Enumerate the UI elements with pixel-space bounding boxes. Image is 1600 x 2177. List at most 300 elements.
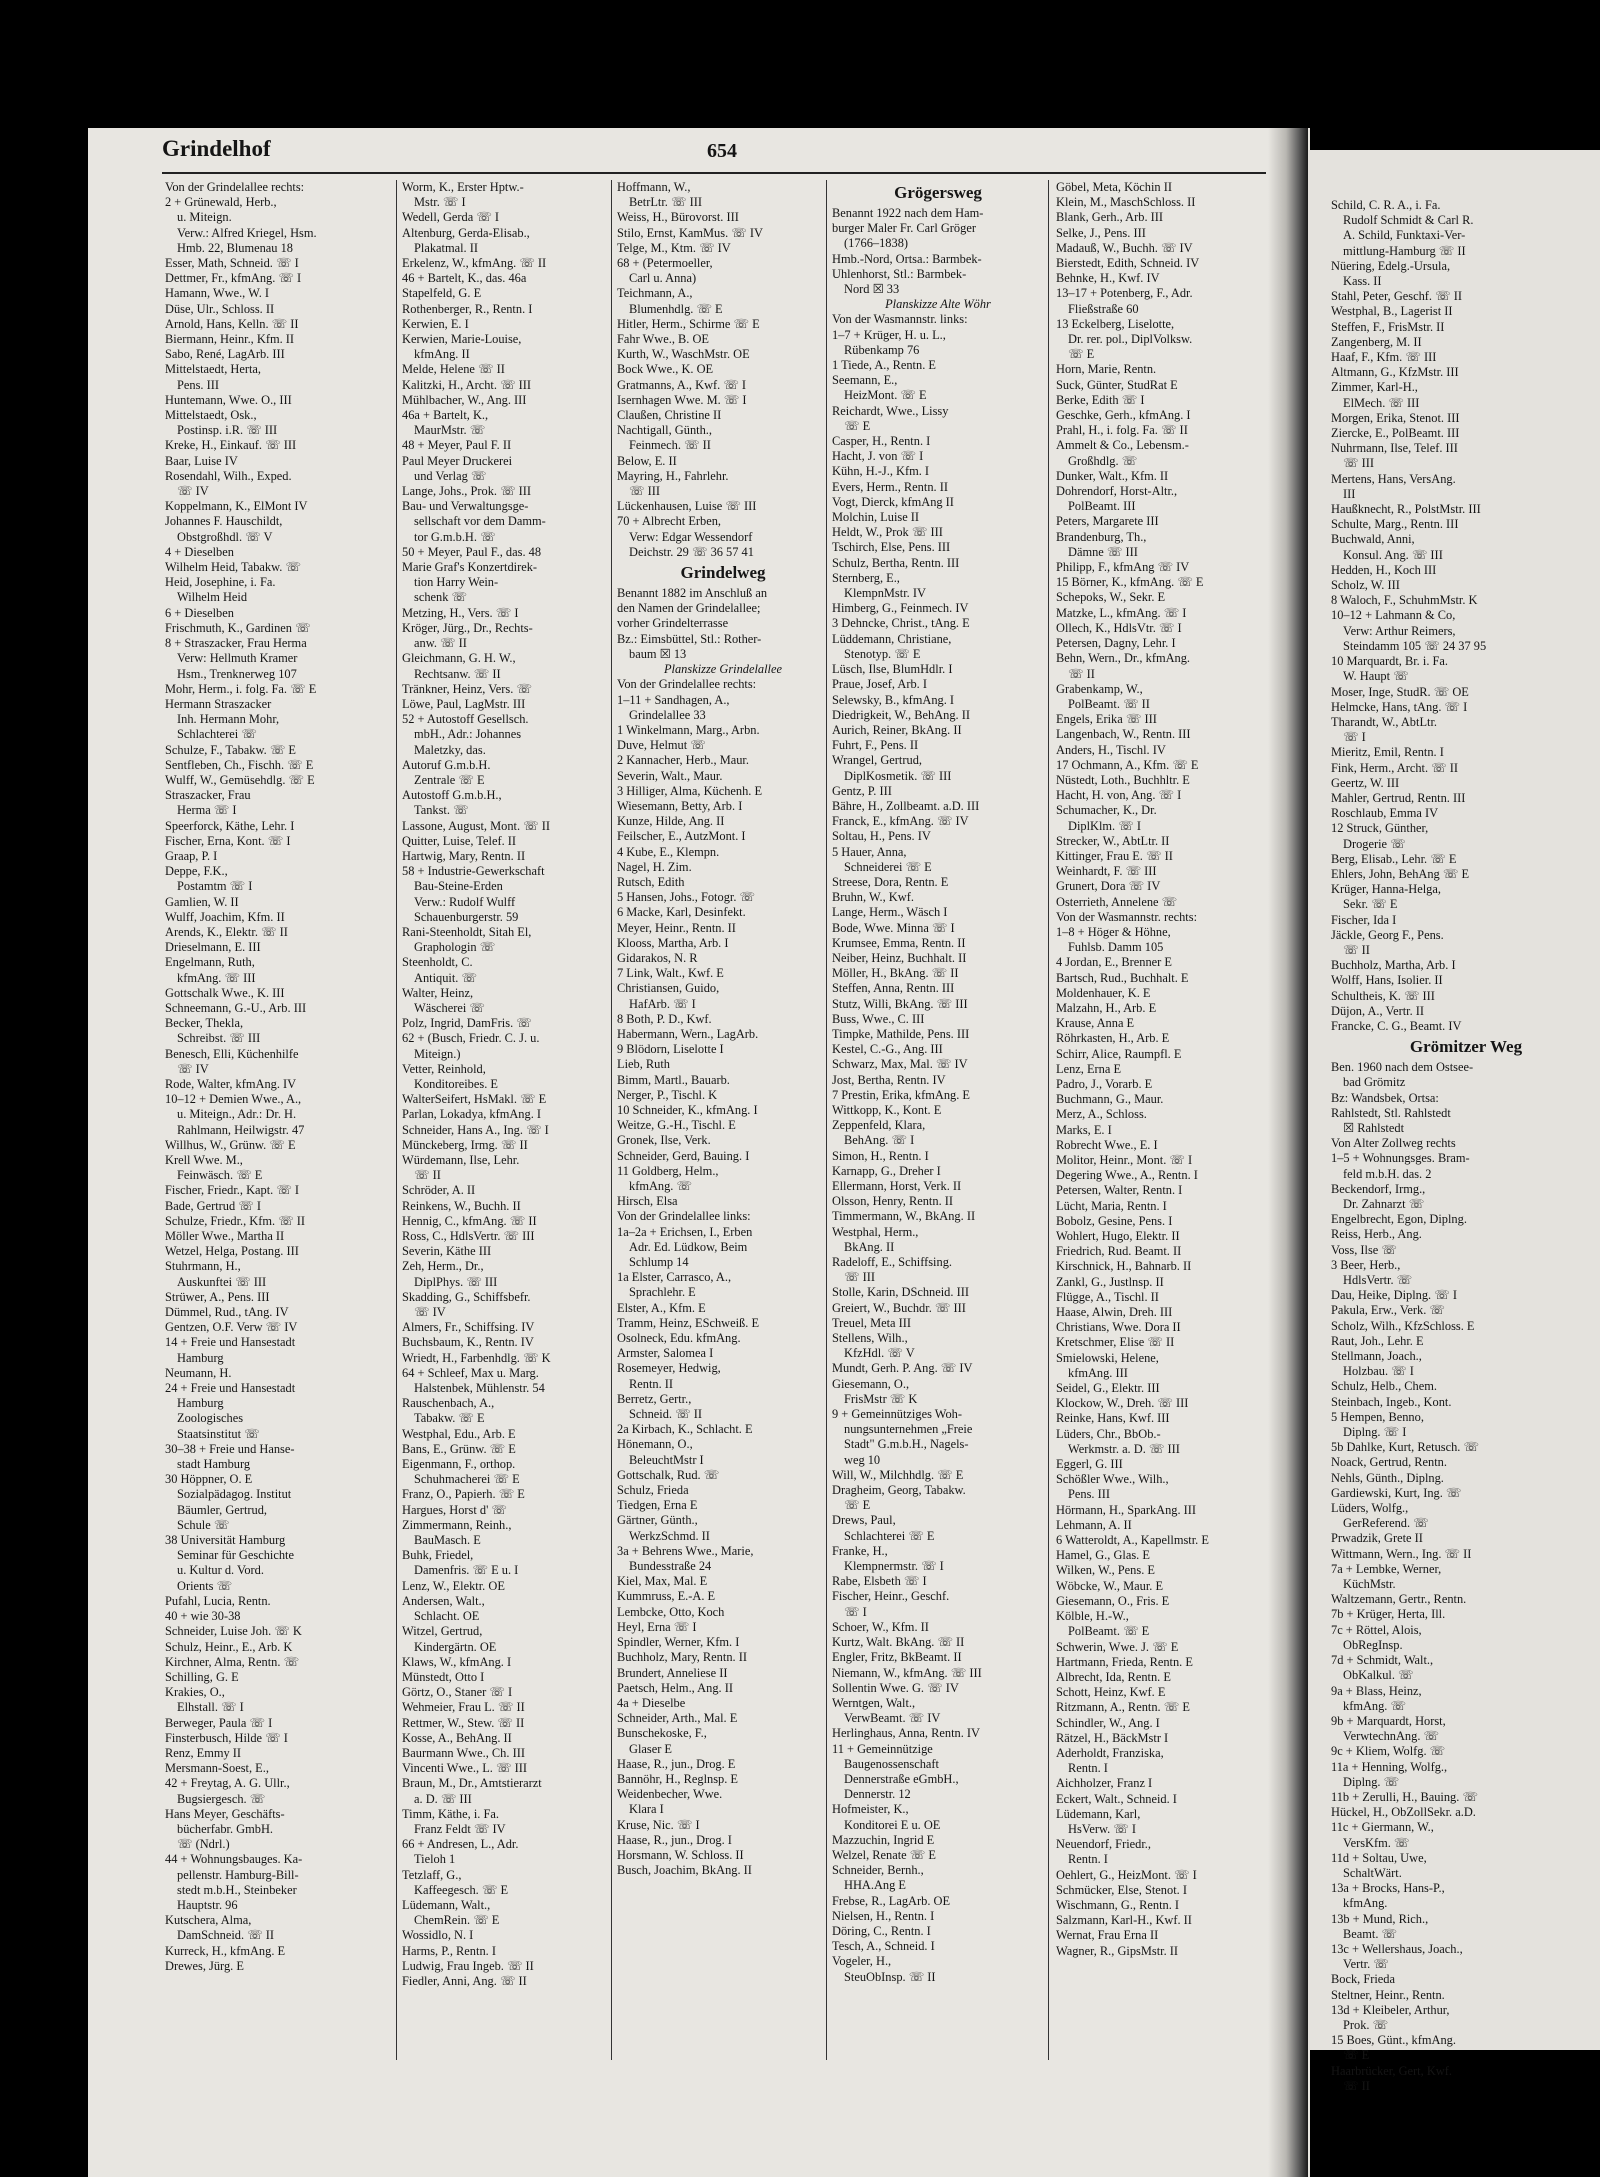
directory-entry: Quitter, Luise, Telef. II (402, 833, 517, 848)
directory-entry: Wulff, W., Gemüsehdlg. ☏ E (165, 772, 315, 787)
directory-entry: Lenz, W., Elektr. OE (402, 1578, 505, 1593)
directory-entry: Spindler, Werner, Kfm. I (617, 1635, 740, 1650)
directory-entry: Schepoks, W., Sekr. E (1056, 590, 1166, 605)
directory-entry: Geschke, Gerh., kfmAng. I (1056, 408, 1191, 423)
directory-entry: Salzmann, Karl-H., Kwf. II (1056, 1913, 1192, 1928)
directory-entry: Schößler Wwe., Wilh., (1056, 1472, 1169, 1487)
directory-entry: Claußen, Christine II (617, 408, 722, 423)
directory-entry: Vincenti Wwe., L. ☏ III (402, 1761, 527, 1776)
directory-entry: HafArb. ☏ I (629, 996, 696, 1011)
directory-entry: Malzahn, H., Arb. E (1056, 1000, 1157, 1015)
directory-entry: ☏ IV (177, 484, 209, 499)
directory-entry: Franck, E., kfmAng. ☏ IV (832, 814, 969, 829)
directory-entry: sellschaft vor dem Damm- (414, 514, 546, 529)
directory-entry: 4 Kube, E., Klempn. (617, 844, 720, 859)
directory-entry: Lüddemann, Christiane, (832, 631, 952, 646)
directory-entry: Ollech, K., HdlsVtr. ☏ I (1056, 620, 1182, 635)
directory-entry: Gronek, Ilse, Verk. (617, 1133, 711, 1148)
directory-entry: Bz: Wandsbek, Ortsa: (1331, 1090, 1439, 1105)
directory-entry: 4 Jordan, E., Brenner E (1056, 955, 1172, 970)
directory-entry: Marie Graf's Konzertdirek- (402, 560, 538, 575)
directory-entry: Prok. ☏ (1343, 2017, 1389, 2032)
directory-entry: Reinke, Hans, Kwf. III (1056, 1411, 1170, 1426)
directory-entry: Straszacker, Frau (165, 788, 251, 803)
directory-entry: Mazzuchin, Ingrid E (832, 1832, 935, 1847)
directory-entry: Bock Wwe., K. OE (617, 362, 714, 377)
directory-entry: Hörmann, H., SparkAng. III (1056, 1502, 1197, 1517)
directory-entry: 3 Hilliger, Alma, Küchenh. E (617, 783, 763, 798)
directory-entry: Weidenbecher, Wwe. (617, 1787, 723, 1802)
directory-entry: Krumsee, Emma, Rentn. II (832, 935, 966, 950)
directory-entry: DiplKlm. ☏ I (1068, 818, 1141, 833)
directory-entry: Maletzky, das. (414, 742, 486, 757)
directory-entry: Bundesstraße 24 (629, 1559, 712, 1574)
directory-entry: Molchin, Luise II (832, 510, 920, 525)
directory-entry: Hauptstr. 96 (177, 1897, 238, 1912)
directory-entry: Geertz, W. III (1331, 775, 1400, 790)
directory-entry: Fischer, Friedr., Kapt. ☏ I (165, 1183, 300, 1198)
directory-entry: Autostoff G.m.b.H., (402, 788, 502, 803)
directory-entry: Aurich, Reiner, BkAng. II (832, 722, 962, 737)
directory-entry: baum ☒ 13 (629, 646, 687, 661)
directory-entry: Schneider, Arth., Mal. E (617, 1711, 738, 1726)
directory-entry: 9 + Gemeinnütziges Woh- (832, 1407, 962, 1422)
directory-entry: HdlsVertr. ☏ (1343, 1273, 1413, 1288)
directory-entry: Hacht, J. von ☏ I (832, 449, 924, 464)
directory-entry: Andersen, Walt., (402, 1593, 485, 1608)
directory-entry: Seidel, G., Elektr. III (1056, 1381, 1160, 1396)
directory-entry: Buchholz, Martha, Arb. I (1331, 958, 1456, 973)
directory-entry: Reinkens, W., Buchh. II (402, 1198, 521, 1213)
directory-entry: 17 Ochmann, A., Kfm. ☏ E (1056, 757, 1199, 772)
directory-entry: Postinsp. i.R. ☏ III (177, 423, 278, 438)
directory-entry: den Namen der Grindelallee; (617, 601, 761, 616)
directory-entry: Albrecht, Ida, Rentn. E (1056, 1669, 1171, 1684)
directory-entry: Deppe, F.K., (165, 864, 228, 879)
directory-entry: Krüger, Hanna-Helga, (1331, 882, 1441, 897)
directory-entry: Merz, A., Schloss. (1056, 1107, 1147, 1122)
directory-entry: DamSchneid. ☏ II (177, 1928, 275, 1943)
directory-entry: Tabakw. ☏ E (414, 1411, 485, 1426)
directory-entry: Blumenhdlg. ☏ E (629, 301, 723, 316)
directory-entry: Schoer, W., Kfm. II (832, 1619, 929, 1634)
directory-entry: Verw: Hellmuth Kramer (177, 651, 298, 666)
directory-entry: Fließstraße 60 (1068, 301, 1139, 316)
directory-entry: Bunschekoske, F., (617, 1726, 707, 1741)
directory-entry: Habermann, Wern., LagArb. (617, 1026, 759, 1041)
directory-entry: 1–7 + Krüger, H. u. L., (832, 327, 946, 342)
directory-entry: Kestel, C.-G., Ang. III (832, 1042, 943, 1057)
directory-entry: Elhstall. ☏ I (177, 1700, 244, 1715)
directory-entry: Gottschalk Wwe., K. III (165, 985, 285, 1000)
directory-entry: Finsterbusch, Hilde ☏ I (165, 1730, 288, 1745)
directory-entry: Glaser E (629, 1741, 673, 1756)
directory-entry: Rettmer, W., Stew. ☏ II (402, 1715, 525, 1730)
directory-entry: BauMasch. E (414, 1533, 481, 1548)
directory-entry: Schwarz, Max, Mal. ☏ IV (832, 1057, 968, 1072)
directory-entry: Fischer, Ida I (1331, 912, 1397, 927)
directory-entry: Sprachlehr. E (629, 1285, 696, 1300)
directory-entry: Isernhagen Wwe. M. ☏ I (617, 392, 747, 407)
directory-entry: Giesemann, O., (832, 1376, 910, 1391)
directory-entry: stedt m.b.H., Steinbeker (177, 1882, 297, 1897)
directory-entry: Schauenburgerstr. 59 (414, 909, 519, 924)
directory-entry: KfzHdl. ☏ V (844, 1346, 915, 1361)
directory-entry: Schule ☏ (177, 1517, 230, 1532)
directory-entry: weg 10 (844, 1452, 881, 1467)
directory-entry: Bade, Gertrud ☏ I (165, 1198, 262, 1213)
directory-entry: Johannes F. Hauschildt, (165, 514, 283, 529)
directory-column-4 (832, 180, 1044, 1985)
directory-entry: Schneider, Luise Joh. ☏ K (165, 1624, 302, 1639)
directory-entry: Schulze, F., Tabakw. ☏ E (165, 742, 296, 757)
directory-entry: Postamtm ☏ I (177, 879, 253, 894)
directory-entry: Weitze, G.-H., Tischl. E (617, 1118, 736, 1133)
directory-entry: 38 Universität Hamburg (165, 1533, 286, 1548)
directory-entry: Verw: Arthur Reimers, (1343, 623, 1456, 638)
directory-entry: Dohrendorf, Horst-Altr., (1056, 484, 1178, 499)
directory-entry: Schilling, G. E (165, 1669, 239, 1684)
page-number: 654 (707, 140, 737, 162)
directory-entry: Schneiderei ☏ E (844, 859, 932, 874)
directory-entry: Severin, Walt., Maur. (617, 768, 723, 783)
directory-entry: Steinbach, Ingeb., Kont. (1331, 1394, 1452, 1409)
directory-entry: Gentz, P. III (832, 783, 892, 798)
directory-entry: schenk ☏ (414, 590, 467, 605)
directory-entry: anw. ☏ II (414, 636, 467, 651)
directory-entry: Gamlien, W. II (165, 894, 239, 909)
directory-entry: Damenfris. ☏ E u. I (414, 1563, 519, 1578)
directory-entry: Schulz, Helb., Chem. (1331, 1379, 1437, 1394)
directory-entry: Bierstedt, Edith, Schneid. IV (1056, 256, 1200, 271)
directory-entry: Kühn, H.-J., Kfm. I (832, 464, 930, 479)
directory-entry: ☏ IV (177, 1061, 209, 1076)
directory-entry: Ellermann, Horst, Verk. II (832, 1179, 962, 1193)
directory-entry: Zimmermann, Reinh., (402, 1517, 512, 1532)
directory-entry: Rosendahl, Wilh., Exped. (165, 468, 292, 483)
directory-entry: Altmann, G., KfzMstr. III (1331, 365, 1459, 380)
directory-entry: Uhlenhorst, Stl.: Barmbek- (832, 266, 967, 281)
directory-entry: Ludwig, Frau Ingeb. ☏ II (402, 1958, 534, 1973)
directory-entry: Nord ☒ 33 (844, 282, 900, 297)
directory-entry: Wischmann, G., Rentn. I (1056, 1897, 1180, 1912)
directory-entry: Jäckle, Georg F., Pens. (1331, 927, 1444, 942)
directory-entry: Seemann, E., (832, 373, 898, 388)
directory-entry: Bans, E., Grünw. ☏ E (402, 1441, 516, 1456)
directory-entry: Wohlert, Hugo, Elektr. II (1056, 1229, 1180, 1244)
directory-entry: Baurmann Wwe., Ch. III (402, 1745, 525, 1760)
directory-entry: Prwadzik, Grete II (1331, 1531, 1423, 1546)
directory-entry: Brundert, Anneliese II (617, 1665, 728, 1680)
directory-entry: Klockow, W., Dreh. ☏ III (1056, 1396, 1189, 1411)
directory-entry: Fuhrt, F., Pens. II (832, 738, 919, 753)
directory-entry: Scholz, W. III (1331, 578, 1400, 593)
directory-entry: Gleichmann, G. H. W., (402, 651, 516, 666)
directory-entry: Schneider, Bernh., (832, 1863, 924, 1878)
directory-entry: Antiquit. ☏ (414, 970, 477, 985)
directory-entry: Möller Wwe., Martha II (165, 1229, 285, 1244)
directory-entry: Kindergärtn. OE (414, 1639, 497, 1654)
directory-entry: 9a + Blass, Heinz, (1331, 1683, 1422, 1698)
directory-entry: tion Harry Wein- (414, 575, 499, 590)
directory-entry: 11b + Zerulli, H., Bauing. ☏ (1331, 1789, 1478, 1804)
street-section-heading: Grindelweg (680, 563, 766, 583)
directory-entry: Hückel, H., ObZollSekr. a.D. (1331, 1805, 1476, 1820)
directory-entry: Mittelstaedt, Osk., (165, 408, 257, 423)
directory-entry: Behn, Wern., Dr., kfmAng. (1056, 651, 1191, 666)
directory-entry: Padro, J., Vorarb. E (1056, 1076, 1153, 1091)
directory-entry: Schulz, Frieda (617, 1483, 689, 1498)
directory-entry: Rudolf Schmidt & Carl R. (1343, 213, 1474, 228)
directory-entry: 2a Kirbach, K., Schlacht. E (617, 1422, 753, 1437)
directory-entry: Münckeberg, Irmg. ☏ II (402, 1137, 528, 1152)
directory-entry: Speerforck, Käthe, Lehr. I (165, 818, 295, 833)
directory-entry: Wilken, W., Pens. E (1056, 1563, 1155, 1578)
directory-entry: Will, W., Milchhdlg. ☏ E (832, 1467, 964, 1482)
directory-entry: pellenstr. Hamburg-Bill- (177, 1867, 299, 1882)
directory-entry: Buchsbaum, K., Rentn. IV (402, 1335, 534, 1350)
directory-entry: Löwe, Paul, LagMstr. III (402, 696, 526, 711)
directory-entry: Pens. III (177, 377, 219, 392)
directory-entry: Hitler, Herm., Schirme ☏ E (617, 316, 760, 331)
directory-entry: Wittmann, Wern., Ing. ☏ II (1331, 1546, 1472, 1561)
directory-entry: Tramm, Heinz, ESchweiß. E (617, 1315, 760, 1330)
directory-entry: Morgen, Erika, Stenot. III (1331, 410, 1460, 425)
directory-entry: Verw: Edgar Wessendorf (629, 529, 753, 544)
directory-entry: Brandenburg, Th., (1056, 529, 1147, 544)
directory-entry: Zoologisches (177, 1411, 244, 1426)
directory-entry: BeleuchtMstr I (629, 1452, 704, 1467)
directory-entry: 46a + Bartelt, K., (402, 408, 489, 423)
directory-entry: Helmcke, Hans, tAng. ☏ I (1331, 699, 1468, 714)
directory-entry: Strecker, W., AbtLtr. II (1056, 833, 1170, 848)
directory-entry: Schlump 14 (629, 1255, 689, 1270)
directory-entry: Friedrich, Rud. Beamt. II (1056, 1244, 1182, 1259)
directory-entry: Stilo, Ernst, KamMus. ☏ IV (617, 225, 763, 240)
directory-entry: Bannöhr, H., Reglnsp. E (617, 1771, 738, 1786)
street-section-heading: Grömitzer Weg (1409, 1037, 1523, 1057)
directory-entry: Altenburg, Gerda-Elisab., (402, 225, 530, 240)
directory-entry: Engels, Erika ☏ III (1056, 712, 1157, 727)
directory-entry: Schindler, W., Ang. I (1056, 1715, 1160, 1730)
directory-entry: Gratmanns, A., Kwf. ☏ I (617, 377, 747, 392)
directory-entry: W. Haupt ☏ (1343, 669, 1409, 684)
directory-entry: Haarbrücker, Gert, Kwf. (1331, 2063, 1452, 2078)
directory-entry: Casper, H., Rentn. I (832, 434, 931, 449)
directory-entry: Erkelenz, W., kfmAng. ☏ II (402, 256, 547, 271)
directory-entry: Greiert, W., Buchdr. ☏ III (832, 1300, 966, 1315)
directory-entry: KlempnMstr. IV (844, 586, 926, 601)
directory-entry: Auskunftei ☏ III (177, 1274, 267, 1289)
directory-entry: Lehmann, A. II (1056, 1517, 1132, 1532)
directory-entry: Franz, O., Papierh. ☏ E (402, 1487, 525, 1502)
directory-entry: Schott, Heinz, Kwf. E (1056, 1685, 1166, 1700)
directory-entry: Rübenkamp 76 (844, 342, 920, 357)
directory-entry: Verw.: Rudolf Wulff (414, 894, 516, 909)
directory-entry: vorher Grindelterrasse (617, 616, 729, 631)
directory-entry: Eckert, Walt., Schneid. I (1056, 1791, 1177, 1806)
directory-entry: Feilscher, E., AutzMont. I (617, 829, 746, 844)
directory-entry: Schneider, Gerd, Bauing. I (617, 1148, 750, 1163)
directory-entry: Horsmann, W. Schloss. II (617, 1847, 744, 1862)
directory-entry: Dettmer, Fr., kfmAng. ☏ I (165, 271, 302, 286)
column-rule (1048, 180, 1049, 2060)
directory-entry: Molitor, Heinr., Mont. ☏ I (1056, 1153, 1193, 1167)
directory-entry: Schwerin, Wwe. J. ☏ E (1056, 1639, 1179, 1654)
directory-entry: kfmAng. II (414, 347, 470, 362)
directory-entry: Schröder, A. II (402, 1183, 476, 1198)
directory-entry: Hargues, Horst d' ☏ (402, 1502, 507, 1517)
directory-entry: (1766–1838) (844, 236, 909, 251)
directory-entry: Mühlbacher, W., Ang. III (402, 392, 527, 407)
directory-column-5 (1056, 180, 1256, 1959)
directory-entry: Bartsch, Rud., Buchhalt. E (1056, 970, 1189, 985)
directory-entry: PolBeamt. III (1068, 499, 1136, 514)
directory-entry: Hans Meyer, Geschäfts- (165, 1806, 285, 1821)
directory-entry: 42 + Freytag, A. G. Ullr., (165, 1776, 290, 1791)
directory-entry: Schmücker, Else, Stenot. I (1056, 1882, 1187, 1897)
directory-entry: Streese, Dora, Rentn. E (832, 874, 949, 889)
directory-entry: Baugenossenschaft (844, 1756, 939, 1771)
directory-entry: Reichardt, Wwe., Lissy (832, 403, 949, 418)
directory-entry: Berke, Edith ☏ I (1056, 392, 1145, 407)
directory-entry: Armster, Salomea I (617, 1346, 714, 1361)
directory-entry: ☏ E (844, 418, 871, 433)
directory-entry: Vertr. ☏ (1343, 1957, 1389, 1972)
directory-entry: Zeppenfeld, Klara, (832, 1118, 926, 1133)
directory-entry: Wöbcke, W., Maur. E (1056, 1578, 1164, 1593)
directory-entry: Peters, Margarete III (1056, 514, 1159, 529)
directory-entry: Treuel, Meta III (832, 1315, 912, 1330)
directory-entry: feld m.b.H. das. 2 (1343, 1166, 1432, 1181)
directory-entry: 70 + Albrecht Erben, (617, 514, 722, 529)
directory-entry: Selke, J., Pens. III (1056, 225, 1146, 240)
directory-entry: Dunker, Walt., Kfm. II (1056, 468, 1169, 483)
directory-entry: Heid, Josephine, i. Fa. (165, 575, 276, 590)
directory-entry: Ehlers, John, BehAng ☏ E (1331, 866, 1470, 881)
directory-entry: Drogerie ☏ (1343, 836, 1406, 851)
directory-entry: Gottschalk, Rud. ☏ (617, 1467, 720, 1482)
directory-entry: 8 + Straszacker, Frau Herma (165, 636, 307, 651)
directory-entry: Würdemann, Ilse, Lehr. (402, 1153, 520, 1167)
directory-entry: Scholz, Wilh., KfzSchloss. E (1331, 1318, 1475, 1333)
directory-entry: Hamann, Wwe., W. I (165, 286, 270, 301)
directory-entry: Noack, Gertrud, Rentn. (1331, 1455, 1447, 1470)
directory-entry: 30–38 + Freie und Hanse- (165, 1441, 295, 1456)
directory-entry: Münstedt, Otto I (402, 1669, 485, 1684)
directory-entry: Grindelallee 33 (629, 707, 706, 722)
directory-entry: Prahl, H., i. folg. Fa. ☏ II (1056, 423, 1188, 438)
directory-entry: DiplPhys. ☏ III (414, 1274, 498, 1289)
directory-entry: Rentn. II (629, 1376, 674, 1391)
directory-entry: kfmAng. III (1068, 1365, 1128, 1380)
directory-entry: 11c + Giermann, W., (1331, 1820, 1434, 1835)
directory-entry: ☏ III (629, 484, 660, 499)
directory-entry: Baar, Luise IV (165, 453, 238, 468)
directory-entry: 1 Tiede, A., Rentn. E (832, 358, 936, 373)
directory-column-2 (402, 180, 614, 1989)
directory-entry: Neuendorf, Friedr., (1056, 1837, 1151, 1852)
directory-entry: bücherfabr. GmbH. (177, 1821, 273, 1836)
directory-entry: Almers, Fr., Schiffsing. IV (402, 1320, 535, 1335)
directory-entry: Blank, Gerh., Arb. III (1056, 210, 1164, 225)
directory-entry: Stuhrmann, H., (165, 1259, 241, 1274)
directory-entry: Arnold, Hans, Kelln. ☏ II (165, 316, 299, 331)
directory-entry: 58 + Industrie-Gewerkschaft (402, 864, 545, 879)
directory-entry: Sternberg, E., (832, 570, 900, 585)
directory-entry: 1 Winkelmann, Marg., Arbn. (617, 722, 760, 737)
directory-entry: Graphologin ☏ (414, 940, 496, 955)
directory-entry: Buchmann, G., Maur. (1056, 1092, 1164, 1107)
directory-entry: Osterrieth, Annelene ☏ (1056, 894, 1178, 909)
directory-entry: 3a + Behrens Wwe., Marie, (617, 1543, 754, 1558)
directory-entry: 1–11 + Sandhagen, A., (617, 692, 730, 707)
directory-entry: Giesemann, O., Fris. E (1056, 1593, 1170, 1608)
directory-entry: Lenz, Erna E (1056, 1061, 1122, 1076)
directory-entry: Hmb.-Nord, Ortsa.: Barmbek- (832, 251, 982, 266)
directory-entry: MaurMstr. ☏ (414, 423, 486, 438)
directory-entry: Becker, Thekla, (165, 1016, 244, 1031)
directory-entry: Holzbau. ☏ I (1343, 1364, 1414, 1379)
directory-entry: 66 + Andresen, L., Adr. (402, 1837, 519, 1852)
directory-column-3 (617, 180, 829, 1878)
directory-entry: A. Schild, Funktaxi-Ver- (1343, 228, 1466, 243)
directory-entry: Behnke, H., Kwf. IV (1056, 271, 1160, 286)
directory-entry: Fuhlsb. Damm 105 (1068, 940, 1164, 955)
directory-entry: Döring, C., Rentn. I (832, 1923, 931, 1938)
directory-entry: Gentzen, O.F. Verw ☏ IV (165, 1320, 298, 1335)
directory-entry: Mayring, H., Fahrlehr. (617, 468, 729, 483)
directory-entry: ObKalkul. ☏ (1343, 1668, 1414, 1683)
directory-entry: kfmAng. ☏ (629, 1179, 692, 1193)
directory-entry: Rothenberger, R., Rentn. I (402, 301, 533, 316)
directory-entry: Nüering, Edelg.-Ursula, (1331, 258, 1451, 273)
directory-entry: Dau, Heike, Diplng. ☏ I (1331, 1288, 1457, 1303)
directory-entry: Wolff, Hans, Isolier. II (1331, 973, 1443, 988)
directory-entry: bad Grömitz (1343, 1075, 1406, 1090)
directory-entry: Schulz, Bertha, Rentn. III (832, 555, 960, 570)
directory-entry: Dennerstr. 12 (844, 1787, 911, 1802)
directory-entry: Beckendorf, Irmg., (1331, 1181, 1426, 1196)
directory-entry: 7a + Lembke, Werner, (1331, 1561, 1442, 1576)
directory-entry: Tiedgen, Erna E (617, 1498, 698, 1513)
directory-entry: 11 + Gemeinnützige (832, 1741, 933, 1756)
directory-entry: Kreke, H., Einkauf. ☏ III (165, 438, 297, 453)
directory-entry: Bruhn, W., Kwf. (832, 890, 914, 905)
directory-entry: Verw.: Alfred Kriegel, Hsm. (177, 225, 317, 240)
directory-entry: Ziercke, E., PolBeamt. III (1331, 426, 1460, 441)
directory-entry: Kretschmer, Elise ☏ II (1056, 1335, 1175, 1350)
directory-entry: Von der Wasmannstr. rechts: (1056, 909, 1198, 924)
directory-entry: Seminar für Geschichte (177, 1548, 294, 1563)
directory-entry: Schneemann, G.-U., Arb. III (165, 1000, 307, 1015)
directory-entry: Wossidlo, N. I (402, 1928, 474, 1943)
directory-entry: Franz Feldt ☏ IV (414, 1821, 506, 1836)
directory-entry: Lüdemann, Karl, (1056, 1806, 1141, 1821)
directory-entry: Stellmann, Joach., (1331, 1349, 1422, 1364)
directory-entry: Kirschnick, H., Bahnarb. II (1056, 1259, 1192, 1274)
directory-entry: Haase, Alwin, Dreh. III (1056, 1305, 1173, 1320)
directory-entry: Werkmstr. a. D. ☏ III (1068, 1441, 1180, 1456)
directory-entry: Miteign.) (414, 1046, 461, 1061)
directory-entry: Koppelmann, K., ElMont IV (165, 499, 308, 514)
directory-entry: Rentn. I (1068, 1852, 1108, 1867)
directory-entry: Berg, Elisab., Lehr. ☏ E (1331, 851, 1457, 866)
directory-entry: Buhk, Friedel, (402, 1548, 474, 1563)
directory-entry: Mertens, Hans, VersAng. (1331, 471, 1456, 486)
directory-entry: Stadt" G.m.b.H., Nagels- (844, 1437, 969, 1452)
directory-entry: 48 + Meyer, Paul F. II (402, 438, 512, 453)
